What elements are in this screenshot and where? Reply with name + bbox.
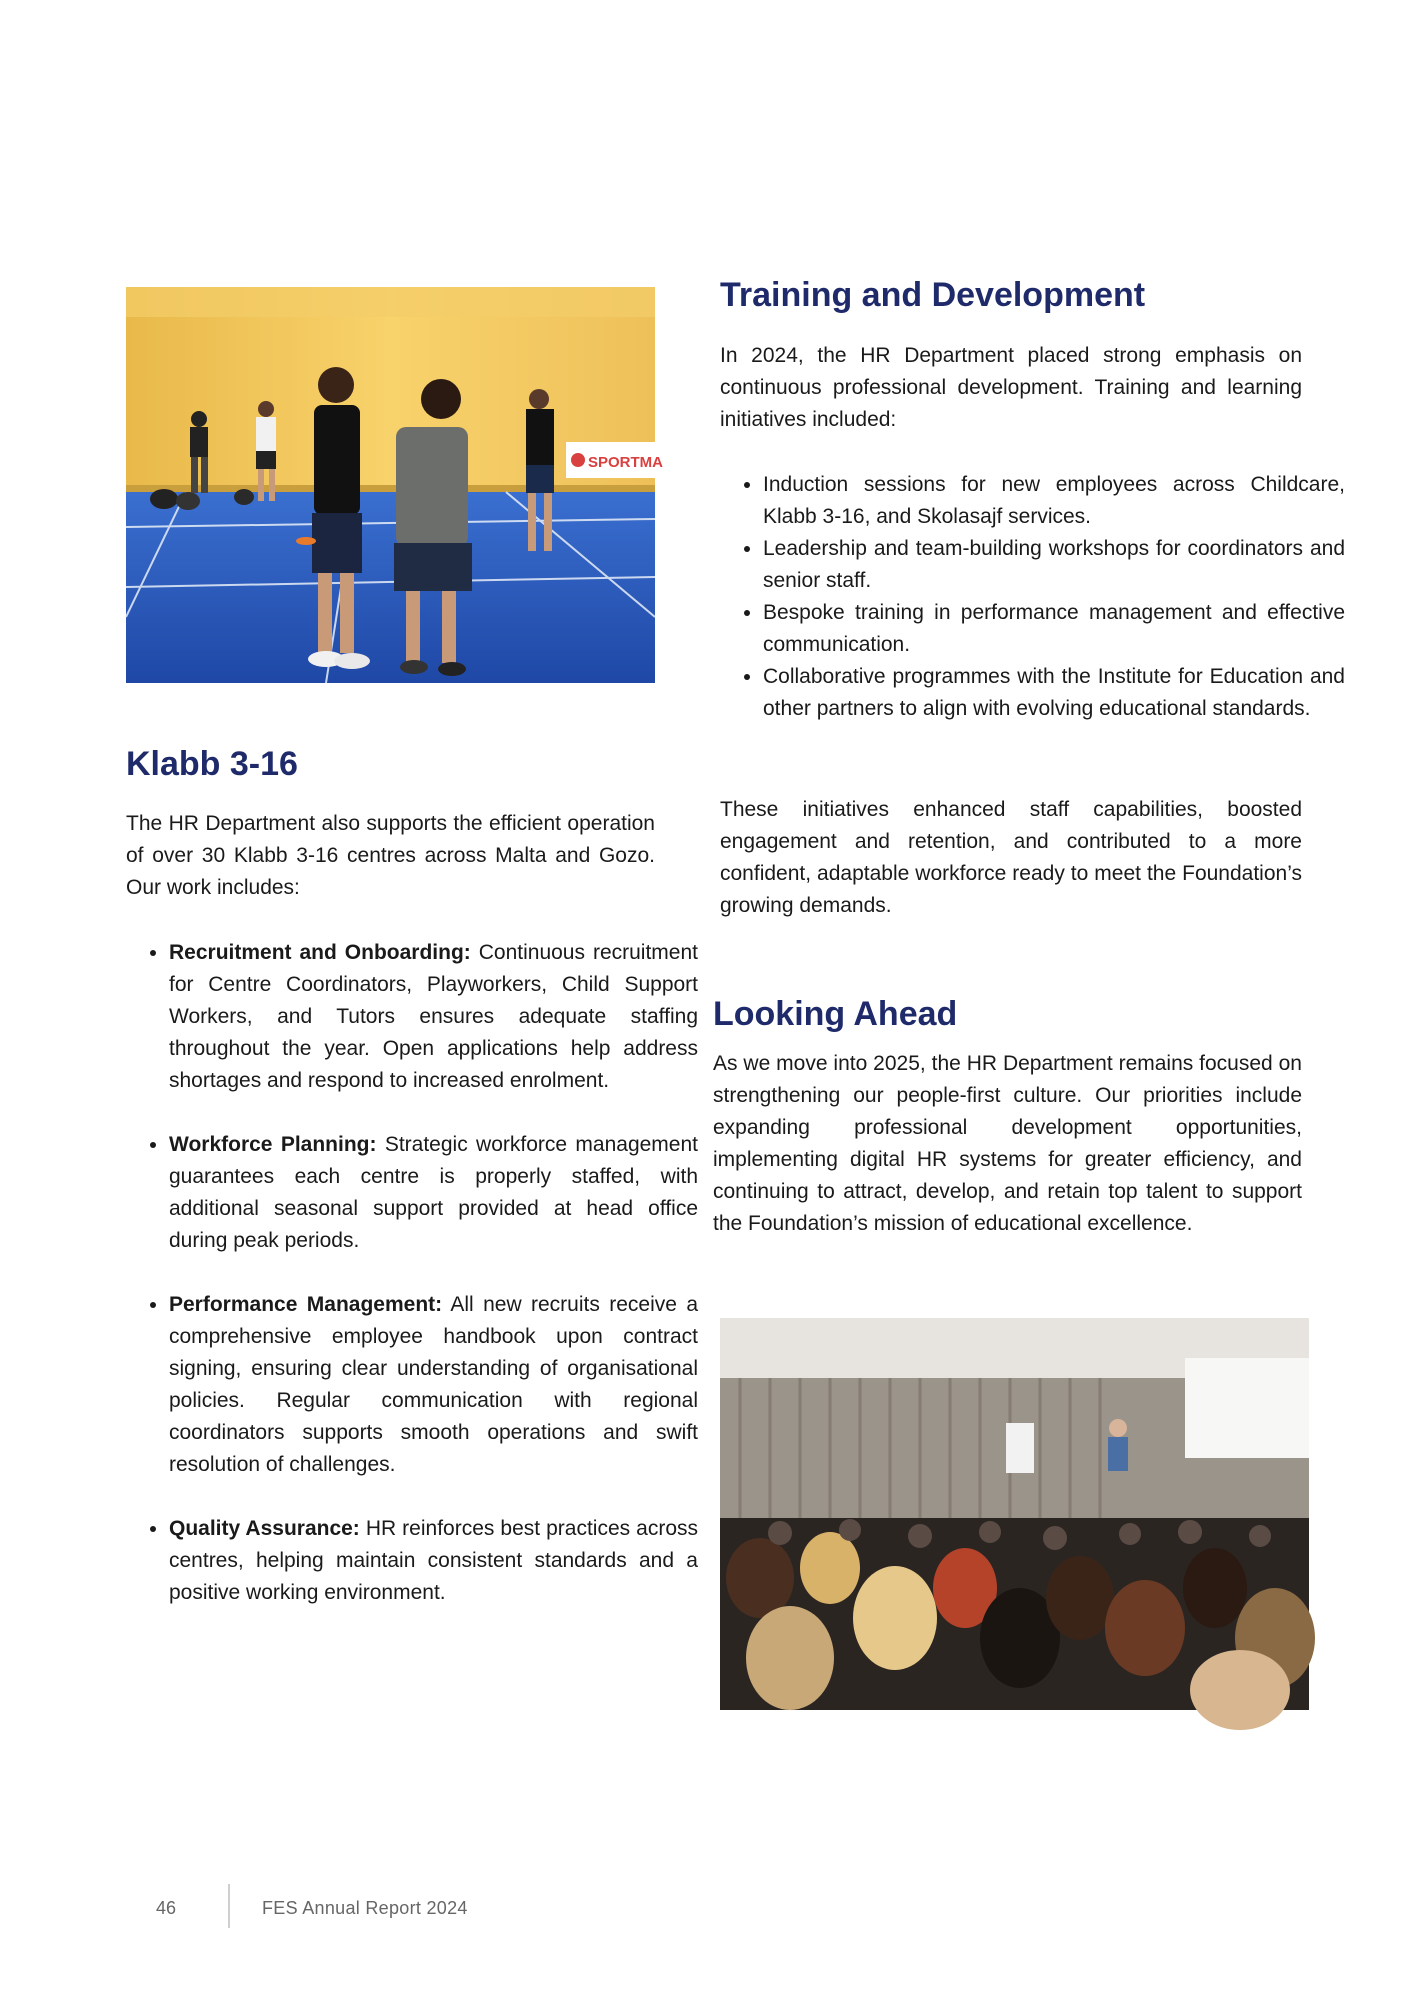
training-heading: Training and Development [720,276,1146,314]
klabb-list [126,937,698,1641]
list-item: • Induction sessions for new employees across Childcare, Klabb 3-16, and Skolasajf services. [763,469,1345,533]
sport-banner [566,442,663,478]
list-item: • Leadership and team-building workshops for coordinators and senior staff. [763,533,1345,597]
list-item: • Collaborative programmes with the Institute for Education and other partners to align with evolving educational standards. [763,661,1345,725]
conference-photo [720,1318,1309,1710]
looking-ahead-body: As we move into 2025, the HR Department remains focused on strengthening our people-first culture. Our priorities include expanding professional development opportunities, implementing digital HR systems for greater efficiency, and continuing to attract, develop, and retain top talent to support the Foundation’s mission of educational excellence. [713,1052,1302,1235]
svg-text:SPORTMA: SPORTMA [588,454,663,471]
footer-report-title: FES Annual Report 2024 [262,1898,468,1918]
training-list [720,469,1345,725]
list-item: • Workforce Planning: Strategic workforce management guarantees each centre is properly staffed, with additional seasonal support provided at head office during peak periods. [169,1129,698,1257]
gym-photo [126,287,663,683]
klabb-heading: Klabb 3-16 [126,745,298,783]
klabb-intro: The HR Department also supports the efficient operation of over 30 Klabb 3-16 centres across Malta and Gozo. Our work includes: [126,812,655,899]
page-number: 46 [156,1898,177,1918]
looking-ahead-heading: Looking Ahead [713,995,958,1033]
list-item: • Bespoke training in performance management and effective communication. [763,597,1345,661]
list-item: • Recruitment and Onboarding: Continuous recruitment for Centre Coordinators, Playworkers, Child Support Workers, and Tutors ensures adequate staffing throughout the year. Open applications help address shortages and respond to increased enrolment. [169,937,698,1097]
training-outro: These initiatives enhanced staff capabilities, boosted engagement and retention, and contributed to a more confident, adaptable workforce ready to meet the Foundation’s growing demands. [720,798,1302,917]
list-item: • Performance Management: All new recruits receive a comprehensive employee handbook upon contract signing, ensuring clear understanding of organisational policies. Regular communication with regional coordinators supports smooth operations and swift resolution of challenges. [169,1289,698,1481]
training-intro: In 2024, the HR Department placed strong emphasis on continuous professional development. Training and learning initiatives included: [720,344,1302,431]
footer-divider [228,1884,230,1928]
list-item: • Quality Assurance: HR reinforces best practices across centres, helping maintain consistent standards and a positive working environment. [169,1513,698,1609]
